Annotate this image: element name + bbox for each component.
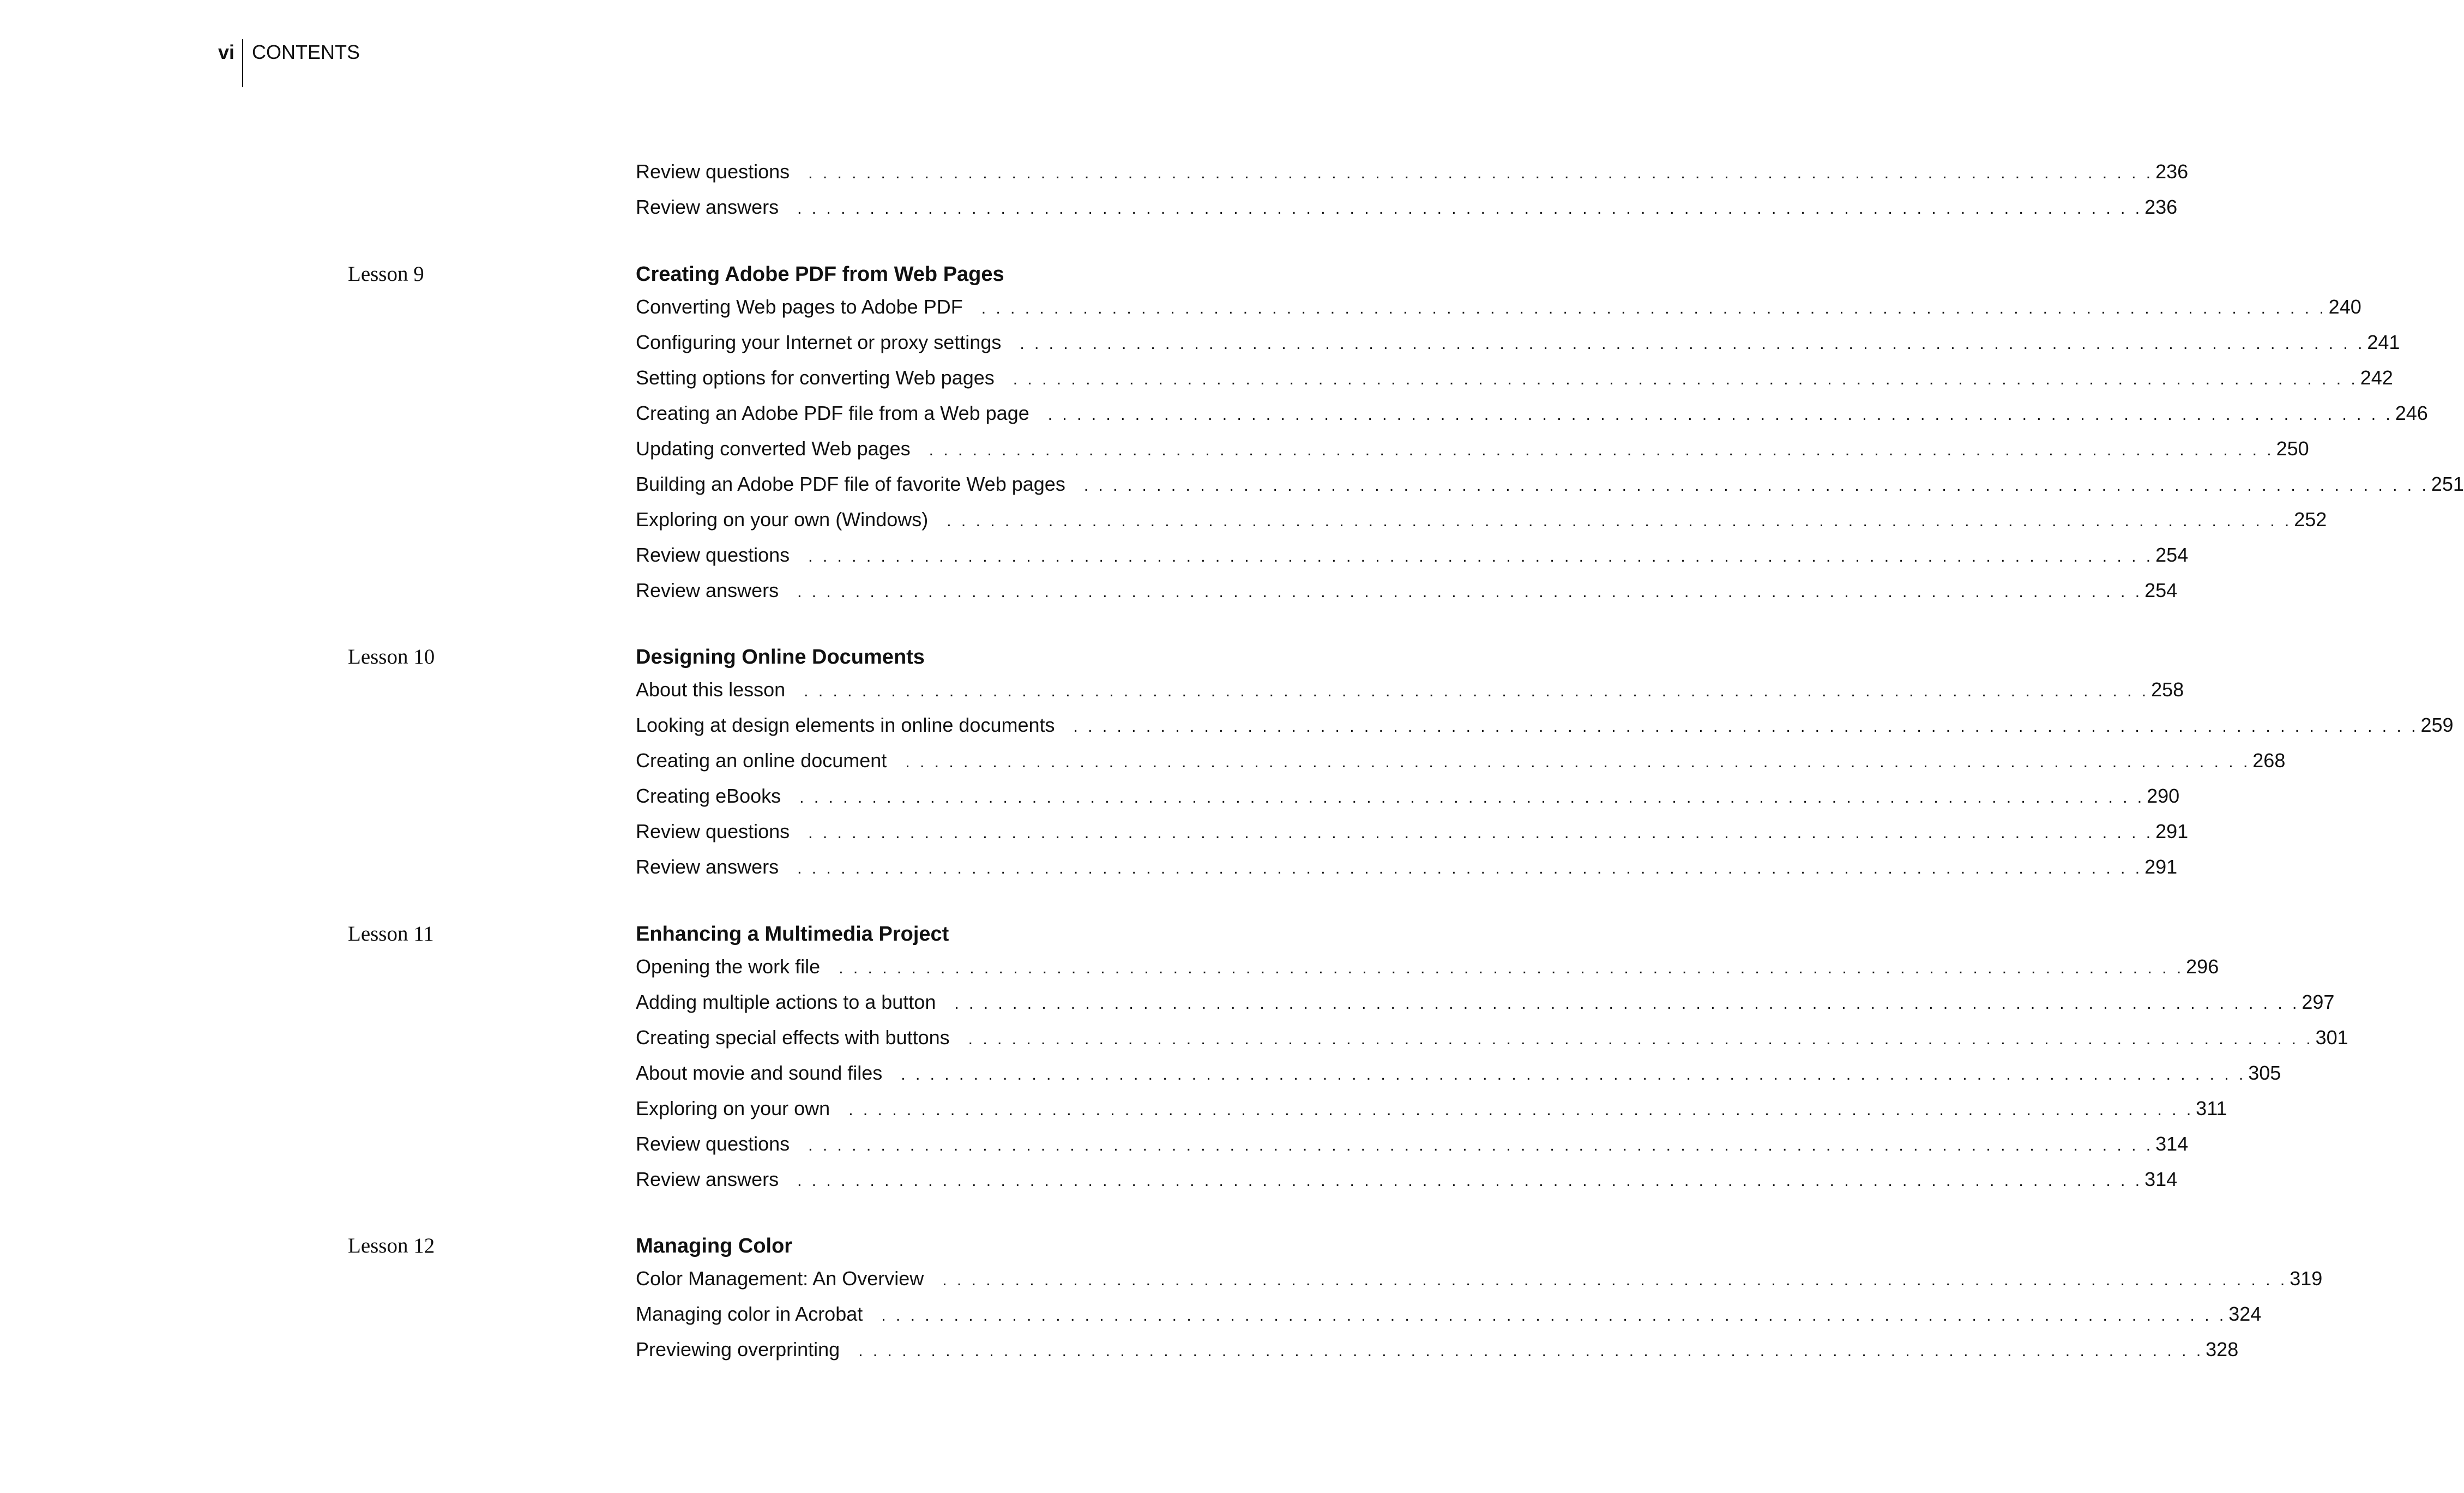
toc-entry[interactable] [636,541,2189,569]
toc-entry-page: 268 [2252,749,2286,772]
toc-entry-title: Managing color in Acrobat [636,1303,863,1325]
toc-entry[interactable] [636,1301,2262,1328]
toc-entry-page: 290 [2147,785,2180,807]
lesson-label: Lesson 12 [348,1234,435,1257]
toc-entry-page: 250 [2276,437,2309,460]
toc-entry-title: Color Management: An Overview [636,1267,924,1290]
page-number: vi [218,41,235,63]
dot-leader: . . . . . . . . . . . . . . . . . . . . . . . . . . . . . . . . . . . . . . . . . . . . . . . . . . . . . . . . . . . . . . . . . . . . . . . . . . . . . . . . . . . . . . . . . . . . . [1083,477,2429,495]
lesson-label: Lesson 9 [348,262,424,286]
dot-leader: . . . . . . . . . . . . . . . . . . . . . . . . . . . . . . . . . . . . . . . . . . . . . . . . . . . . . . . . . . . . . . . . . . . . . . . . . . . . . . . . . . . . . . . . . . . . . [858,1342,2204,1360]
lesson-title[interactable]: Designing Online Documents [636,646,925,669]
dot-leader: . . . . . . . . . . . . . . . . . . . . . . . . . . . . . . . . . . . . . . . . . . . . . . . . . . . . . . . . . . . . . . . . . . . . . . . . . . . . . . . . . . . . . . . . . . . . . [797,583,2143,601]
toc-entry-page: 314 [2155,1133,2189,1155]
dot-leader: . . . . . . . . . . . . . . . . . . . . . . . . . . . . . . . . . . . . . . . . . . . . . . . . . . . . . . . . . . . . . . . . . . . . . . . . . . . . . . . . . . . . . . . . . . . . . [797,1172,2143,1190]
toc-entry-page: 254 [2155,544,2189,566]
toc-entry-title: Review answers [636,856,779,878]
dot-leader: . . . . . . . . . . . . . . . . . . . . . . . . . . . . . . . . . . . . . . . . . . . . . . . . . . . . . . . . . . . . . . . . . . . . . . . . . . . . . . . . . . . . . . . . . . . . . [981,299,2327,317]
toc-entry-page: 324 [2228,1303,2262,1325]
toc-entry-title: Exploring on your own (Windows) [636,508,929,531]
toc-entry-title: Creating an Adobe PDF file from a Web page [636,402,1029,424]
dot-leader: . . . . . . . . . . . . . . . . . . . . . . . . . . . . . . . . . . . . . . . . . . . . . . . . . . . . . . . . . . . . . . . . . . . . . . . . . . . . . . . . . . . . . . . . . . . . . [1013,370,2358,388]
toc-entry[interactable] [636,506,2327,533]
toc-entry-title: Review questions [636,544,790,566]
toc-entry-title: Opening the work file [636,955,821,978]
dot-leader: . . . . . . . . . . . . . . . . . . . . . . . . . . . . . . . . . . . . . . . . . . . . . . . . . . . . . . . . . . . . . . . . . . . . . . . . . . . . . . . . . . . . . . . . . . . . . [797,859,2143,877]
toc-entry[interactable] [636,818,2189,845]
toc-entry[interactable] [636,400,2428,427]
toc-entry-title: Creating eBooks [636,785,781,807]
toc-entry[interactable] [636,747,2286,774]
toc-entry-page: 319 [2290,1267,2323,1290]
toc-entry[interactable] [636,712,2454,739]
dot-leader: . . . . . . . . . . . . . . . . . . . . . . . . . . . . . . . . . . . . . . . . . . . . . . . . . . . . . . . . . . . . . . . . . . . . . . . . . . . . . . . . . . . . . . . . . . . . . [1020,335,2365,353]
dot-leader: . . . . . . . . . . . . . . . . . . . . . . . . . . . . . . . . . . . . . . . . . . . . . . . . . . . . . . . . . . . . . . . . . . . . . . . . . . . . . . . . . . . . . . . . . . . . . [839,959,2184,977]
toc-entry[interactable] [636,853,2178,881]
toc-entry[interactable] [636,435,2309,462]
dot-leader: . . . . . . . . . . . . . . . . . . . . . . . . . . . . . . . . . . . . . . . . . . . . . . . . . . . . . . . . . . . . . . . . . . . . . . . . . . . . . . . . . . . . . . . . . . . . . [942,1271,2288,1289]
toc-entry-title: Review answers [636,1168,779,1190]
toc-entry-page: 296 [2186,955,2219,978]
toc-entry-title: Exploring on your own [636,1097,830,1119]
lesson-title[interactable]: Enhancing a Multimedia Project [636,923,949,946]
toc-entry-title: Updating converted Web pages [636,437,911,460]
toc-entry[interactable] [636,1059,2281,1087]
toc-entry-page: 291 [2144,856,2178,878]
dot-leader: . . . . . . . . . . . . . . . . . . . . . . . . . . . . . . . . . . . . . . . . . . . . . . . . . . . . . . . . . . . . . . . . . . . . . . . . . . . . . . . . . . . . . . . . . . . . . [797,200,2143,218]
running-header [218,39,360,87]
toc-entry[interactable] [636,158,2189,185]
toc-entry[interactable] [636,471,2464,498]
lesson-label: Lesson 11 [348,922,434,946]
toc-entry[interactable] [636,1265,2323,1292]
toc-entry[interactable] [636,1166,2178,1193]
toc-entry-page: 311 [2196,1097,2227,1119]
dot-leader: . . . . . . . . . . . . . . . . . . . . . . . . . . . . . . . . . . . . . . . . . . . . . . . . . . . . . . . . . . . . . . . . . . . . . . . . . . . . . . . . . . . . . . . . . . . . . [808,824,2154,842]
toc-entry-title: Review answers [636,579,779,601]
section-title: CONTENTS [252,41,360,63]
toc-entry-page: 242 [2360,366,2393,389]
toc-entry[interactable] [636,194,2178,221]
toc-entry-title: Review answers [636,196,779,218]
toc-entry[interactable] [636,1336,2239,1363]
toc-entry-title: Creating an online document [636,749,887,772]
toc-entry-title: About movie and sound files [636,1062,883,1084]
toc-entry[interactable] [636,1095,2227,1122]
lesson-title[interactable]: Creating Adobe PDF from Web Pages [636,263,1004,286]
toc-entry[interactable] [636,989,2335,1016]
toc-entry-page: 328 [2206,1338,2239,1360]
dot-leader: . . . . . . . . . . . . . . . . . . . . . . . . . . . . . . . . . . . . . . . . . . . . . . . . . . . . . . . . . . . . . . . . . . . . . . . . . . . . . . . . . . . . . . . . . . . . . [947,512,2292,530]
toc-entry-page: 314 [2144,1168,2178,1190]
toc-entry-page: 252 [2294,508,2327,531]
toc-entry-title: Review questions [636,1133,790,1155]
dot-leader: . . . . . . . . . . . . . . . . . . . . . . . . . . . . . . . . . . . . . . . . . . . . . . . . . . . . . . . . . . . . . . . . . . . . . . . . . . . . . . . . . . . . . . . . . . . . . [799,788,2145,806]
toc-entry-page: 258 [2151,678,2184,701]
lesson-label: Lesson 10 [348,645,435,669]
dot-leader: . . . . . . . . . . . . . . . . . . . . . . . . . . . . . . . . . . . . . . . . . . . . . . . . . . . . . . . . . . . . . . . . . . . . . . . . . . . . . . . . . . . . . . . . . . . . . [954,995,2300,1013]
toc-entry-title: Creating special effects with buttons [636,1026,950,1049]
toc-entry-page: 305 [2248,1062,2281,1084]
dot-leader: . . . . . . . . . . . . . . . . . . . . . . . . . . . . . . . . . . . . . . . . . . . . . . . . . . . . . . . . . . . . . . . . . . . . . . . . . . . . . . . . . . . . . . . . . . . . . [848,1101,2194,1119]
dot-leader: . . . . . . . . . . . . . . . . . . . . . . . . . . . . . . . . . . . . . . . . . . . . . . . . . . . . . . . . . . . . . . . . . . . . . . . . . . . . . . . . . . . . . . . . . . . . . [1047,406,2393,424]
toc-entry-title: Previewing overprinting [636,1338,840,1360]
toc-entry-page: 297 [2302,991,2335,1013]
toc-entry-title: About this lesson [636,678,786,701]
toc-entry-title: Review questions [636,820,790,842]
toc-entry-title: Looking at design elements in online documents [636,714,1055,736]
toc-entry-title: Review questions [636,160,790,183]
toc-entry[interactable] [636,577,2178,604]
toc-entry[interactable] [636,676,2184,703]
dot-leader: . . . . . . . . . . . . . . . . . . . . . . . . . . . . . . . . . . . . . . . . . . . . . . . . . . . . . . . . . . . . . . . . . . . . . . . . . . . . . . . . . . . . . . . . . . . . . [929,441,2274,459]
dot-leader: . . . . . . . . . . . . . . . . . . . . . . . . . . . . . . . . . . . . . . . . . . . . . . . . . . . . . . . . . . . . . . . . . . . . . . . . . . . . . . . . . . . . . . . . . . . . . [1073,718,2419,736]
toc-entry-page: 236 [2144,196,2178,218]
dot-leader: . . . . . . . . . . . . . . . . . . . . . . . . . . . . . . . . . . . . . . . . . . . . . . . . . . . . . . . . . . . . . . . . . . . . . . . . . . . . . . . . . . . . . . . . . . . . . [804,682,2149,700]
dot-leader: . . . . . . . . . . . . . . . . . . . . . . . . . . . . . . . . . . . . . . . . . . . . . . . . . . . . . . . . . . . . . . . . . . . . . . . . . . . . . . . . . . . . . . . . . . . . . [808,1136,2154,1154]
toc-entry-page: 246 [2395,402,2428,424]
toc-entry-page: 254 [2144,579,2178,601]
toc-entry-page: 251 [2431,473,2464,495]
toc-entry[interactable] [636,329,2400,356]
toc-entry-page: 236 [2155,160,2189,183]
toc-entry[interactable] [636,293,2361,321]
toc-entry-title: Building an Adobe PDF file of favorite Web pages [636,473,1065,495]
toc-entry-page: 259 [2420,714,2454,736]
dot-leader: . . . . . . . . . . . . . . . . . . . . . . . . . . . . . . . . . . . . . . . . . . . . . . . . . . . . . . . . . . . . . . . . . . . . . . . . . . . . . . . . . . . . . . . . . . . . . [881,1307,2227,1325]
dot-leader: . . . . . . . . . . . . . . . . . . . . . . . . . . . . . . . . . . . . . . . . . . . . . . . . . . . . . . . . . . . . . . . . . . . . . . . . . . . . . . . . . . . . . . . . . . . . . [968,1030,2314,1048]
toc-entry-title: Setting options for converting Web pages [636,366,995,389]
toc-entry-page: 240 [2328,296,2361,318]
lesson-title[interactable]: Managing Color [636,1235,793,1257]
toc-entry-title: Converting Web pages to Adobe PDF [636,296,963,318]
dot-leader: . . . . . . . . . . . . . . . . . . . . . . . . . . . . . . . . . . . . . . . . . . . . . . . . . . . . . . . . . . . . . . . . . . . . . . . . . . . . . . . . . . . . . . . . . . . . . [808,547,2154,565]
dot-leader: . . . . . . . . . . . . . . . . . . . . . . . . . . . . . . . . . . . . . . . . . . . . . . . . . . . . . . . . . . . . . . . . . . . . . . . . . . . . . . . . . . . . . . . . . . . . . [901,1065,2246,1083]
toc-entry[interactable] [636,782,2180,810]
toc-entry-page: 291 [2155,820,2189,842]
toc-entry-page: 301 [2315,1026,2348,1049]
toc-entry-page: 241 [2367,331,2400,353]
toc-entry[interactable] [636,953,2219,980]
toc-entry[interactable] [636,1024,2348,1051]
dot-leader: . . . . . . . . . . . . . . . . . . . . . . . . . . . . . . . . . . . . . . . . . . . . . . . . . . . . . . . . . . . . . . . . . . . . . . . . . . . . . . . . . . . . . . . . . . . . . [905,753,2251,771]
toc-entry-title: Configuring your Internet or proxy settings [636,331,1002,353]
toc-entry[interactable] [636,1130,2189,1158]
toc-entry-title: Adding multiple actions to a button [636,991,936,1013]
dot-leader: . . . . . . . . . . . . . . . . . . . . . . . . . . . . . . . . . . . . . . . . . . . . . . . . . . . . . . . . . . . . . . . . . . . . . . . . . . . . . . . . . . . . . . . . . . . . . [808,164,2154,182]
toc-entry[interactable] [636,364,2393,392]
